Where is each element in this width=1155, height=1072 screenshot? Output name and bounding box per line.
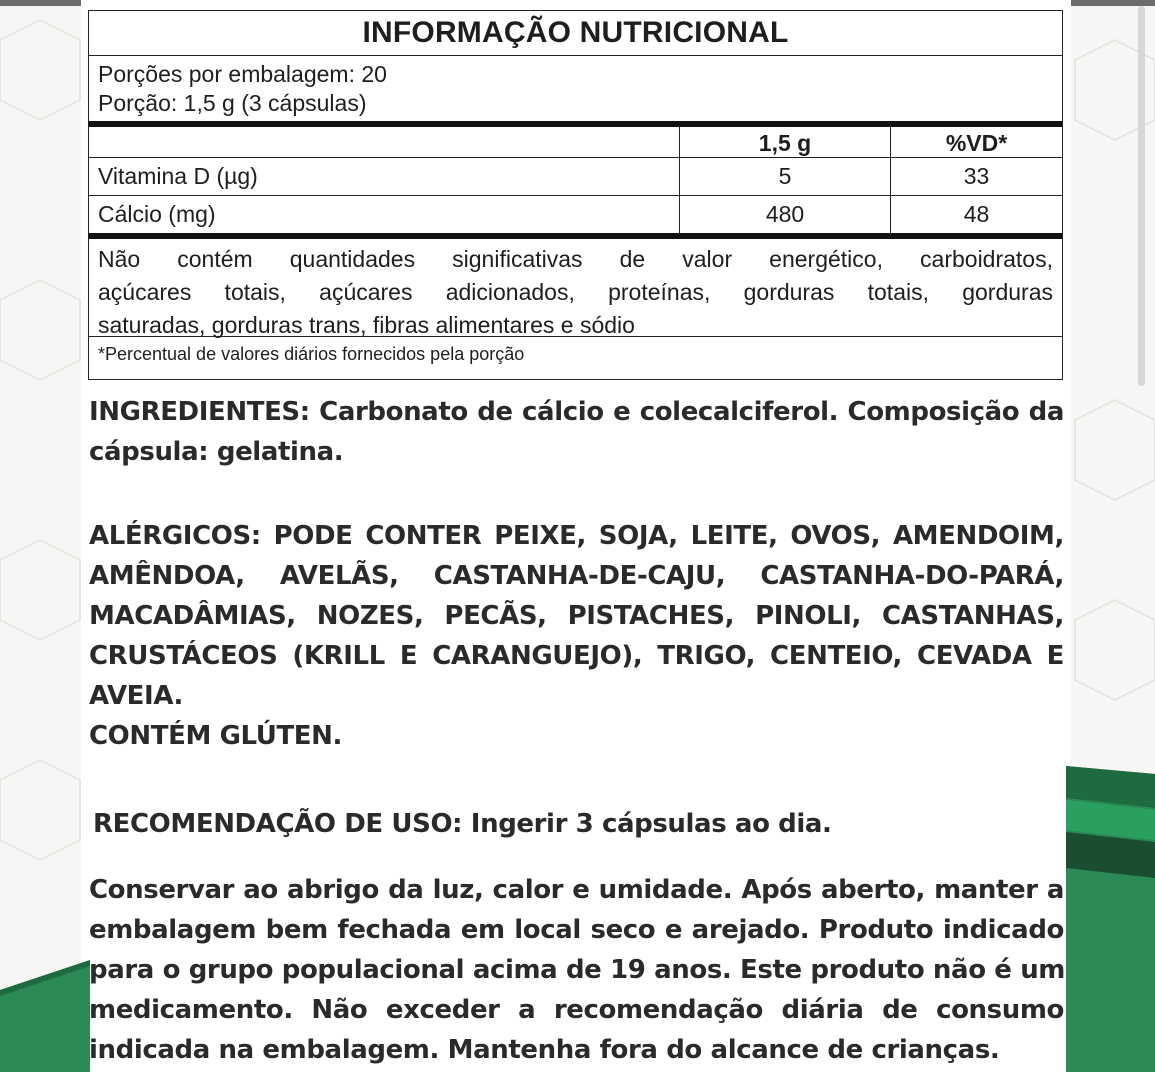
ingredients-line: cápsula: gelatina. (89, 437, 344, 467)
gluten-warning: CONTÉM GLÚTEN. (89, 721, 342, 751)
header-nutrient (89, 127, 680, 157)
note-line: saturadas, gorduras trans, fibras alimentares e sódio (98, 312, 635, 338)
storage-line: para o grupo populacional acima de 19 anos. Este produto não é um (89, 955, 1065, 985)
table-row (89, 158, 1062, 196)
header-amount: 1,5 g (680, 127, 891, 157)
nutrition-table-title: INFORMAÇÃO NUTRICIONAL (89, 11, 1062, 56)
allergens-line: ALÉRGICOS: PODE CONTER PEIXE, SOJA, LEITE, OVOS, AMENDOIM, (89, 521, 1064, 551)
servings-per-package: Porções por embalagem: 20 (98, 61, 387, 87)
allergens-section (89, 516, 1064, 756)
table-row (89, 196, 1062, 233)
header-daily-value: %VD* (945, 130, 1008, 156)
nutrient-amount: 480 (680, 196, 891, 233)
nutrient-amount: 5 (680, 158, 891, 195)
storage-line: indicada na embalagem. Mantenha fora do alcance de crianças. (89, 1035, 1000, 1065)
allergens-line: AMÊNDOA, AVELÃS, CASTANHA-DE-CAJU, CASTANHA-DO-PARÁ, (89, 561, 1064, 591)
nutrient-name: Vitamina D (µg) (89, 158, 680, 195)
storage-instructions (89, 870, 1064, 1070)
green-wave-decoration (0, 960, 90, 1072)
storage-line: Conservar ao abrigo da luz, calor e umidade. Após aberto, manter a (89, 875, 1064, 905)
scrollbar-thumb[interactable] (1138, 6, 1145, 386)
allergens-line: MACADÂMIAS, NOZES, PECÃS, PISTACHES, PINOLI, CASTANHAS, (89, 601, 1064, 631)
nutrient-daily-value: 48 (963, 201, 990, 227)
nutrient-name: Cálcio (mg) (89, 196, 680, 233)
allergens-line: AVEIA. (89, 681, 183, 711)
green-stripes-decoration (1066, 760, 1155, 1072)
nutrition-facts-table (88, 10, 1063, 380)
table-header-row (89, 127, 1062, 158)
nutrition-footnote: *Percentual de valores diários fornecidos pela porção (98, 344, 525, 364)
note-line: açúcares totais, açúcares adicionados, proteínas, gorduras totais, gorduras (98, 279, 1053, 305)
serving-info (89, 56, 1062, 121)
serving-size: Porção: 1,5 g (3 cápsulas) (98, 90, 367, 116)
nutrition-note (89, 239, 1062, 337)
usage-recommendation (93, 804, 1068, 844)
nutrient-daily-value: 33 (963, 163, 990, 189)
storage-line: medicamento. Não exceder a recomendação diária de consumo (89, 995, 1064, 1025)
storage-line: embalagem bem fechada em local seco e arejado. Produto indicado (89, 915, 1064, 945)
allergens-line: CRUSTÁCEOS (KRILL E CARANGUEJO), TRIGO, CENTEIO, CEVADA E (89, 641, 1064, 671)
ingredients-line: INGREDIENTES: Carbonato de cálcio e colecalciferol. Composição da (89, 397, 1064, 427)
usage-line: RECOMENDAÇÃO DE USO: Ingerir 3 cápsulas ao dia. (93, 809, 832, 839)
note-line: Não contém quantidades significativas de valor energético, carboidratos, (98, 246, 1053, 272)
ingredients-section (89, 392, 1064, 472)
